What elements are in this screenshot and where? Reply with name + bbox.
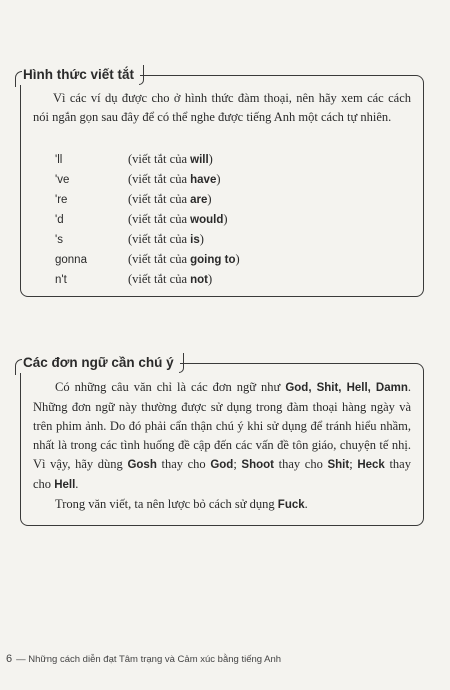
abbreviation-row — [55, 209, 240, 229]
abbreviation-row — [55, 249, 240, 269]
caution-paragraph: Có những câu văn chỉ là các đơn ngữ như God, Shit, Hell, Damn. Những đơn ngữ này thường được sử dụng trong đàm thoại hàng ngày và trên phim ảnh. Do đó phải cẩn thận chú ý khi sử dụng để tránh hiểu nhầm, nhất là trong các tình huống đề cập đến các vấn đề tôn giáo, chuyện tế nhị. Vì vậy, hãy dùng Gosh thay cho God; Shoot thay cho Shit; Heck thay cho Hell. — [33, 380, 411, 491]
abbreviation-meaning: (viết tắt của are) — [128, 192, 212, 206]
abbreviation-row — [55, 269, 240, 289]
intro-paragraph: Vì các ví dụ được cho ở hình thức đàm thoại, nên hãy xem các cách nói ngắn gọn sau đây để có thể nghe được tiếng Anh một cách tự nhiên. — [33, 91, 411, 124]
abbreviation-meaning: (viết tắt của will) — [128, 152, 213, 166]
abbreviation-row — [55, 229, 240, 249]
abbreviation: gonna — [55, 254, 87, 266]
section-title-caution-words: Các đơn ngữ cần chú ý — [15, 353, 180, 373]
abbreviation: 're — [55, 194, 68, 206]
footer-text: — Những cách diễn đạt Tâm trạng và Cảm xúc bằng tiếng Anh — [16, 654, 282, 665]
abbreviation: 'll — [55, 154, 63, 166]
abbreviation-row — [55, 149, 240, 169]
abbreviation: 's — [55, 234, 63, 246]
abbreviation: 've — [55, 174, 70, 186]
abbreviation-meaning: (viết tắt của would) — [128, 212, 228, 226]
abbreviation-row — [55, 189, 240, 209]
abbreviation-meaning: (viết tắt của going to) — [128, 252, 240, 266]
abbreviation-row — [55, 169, 240, 189]
section-title-abbreviations: Hình thức viết tắt — [15, 65, 140, 85]
abbreviation-meaning: (viết tắt của not) — [128, 272, 213, 286]
abbreviation-meaning: (viết tắt của is) — [128, 232, 204, 246]
abbreviation-list — [55, 149, 240, 289]
writing-note-paragraph: Trong văn viết, ta nên lược bỏ cách sử dụng Fuck. — [55, 497, 308, 511]
page-number: 6 — [6, 653, 13, 665]
abbreviation: 'd — [55, 214, 64, 226]
abbreviation-meaning: (viết tắt của have) — [128, 172, 221, 186]
caution-words-box — [20, 355, 424, 526]
abbreviation: n't — [55, 274, 67, 286]
abbreviation-box — [20, 67, 424, 297]
page-footer — [6, 653, 281, 665]
